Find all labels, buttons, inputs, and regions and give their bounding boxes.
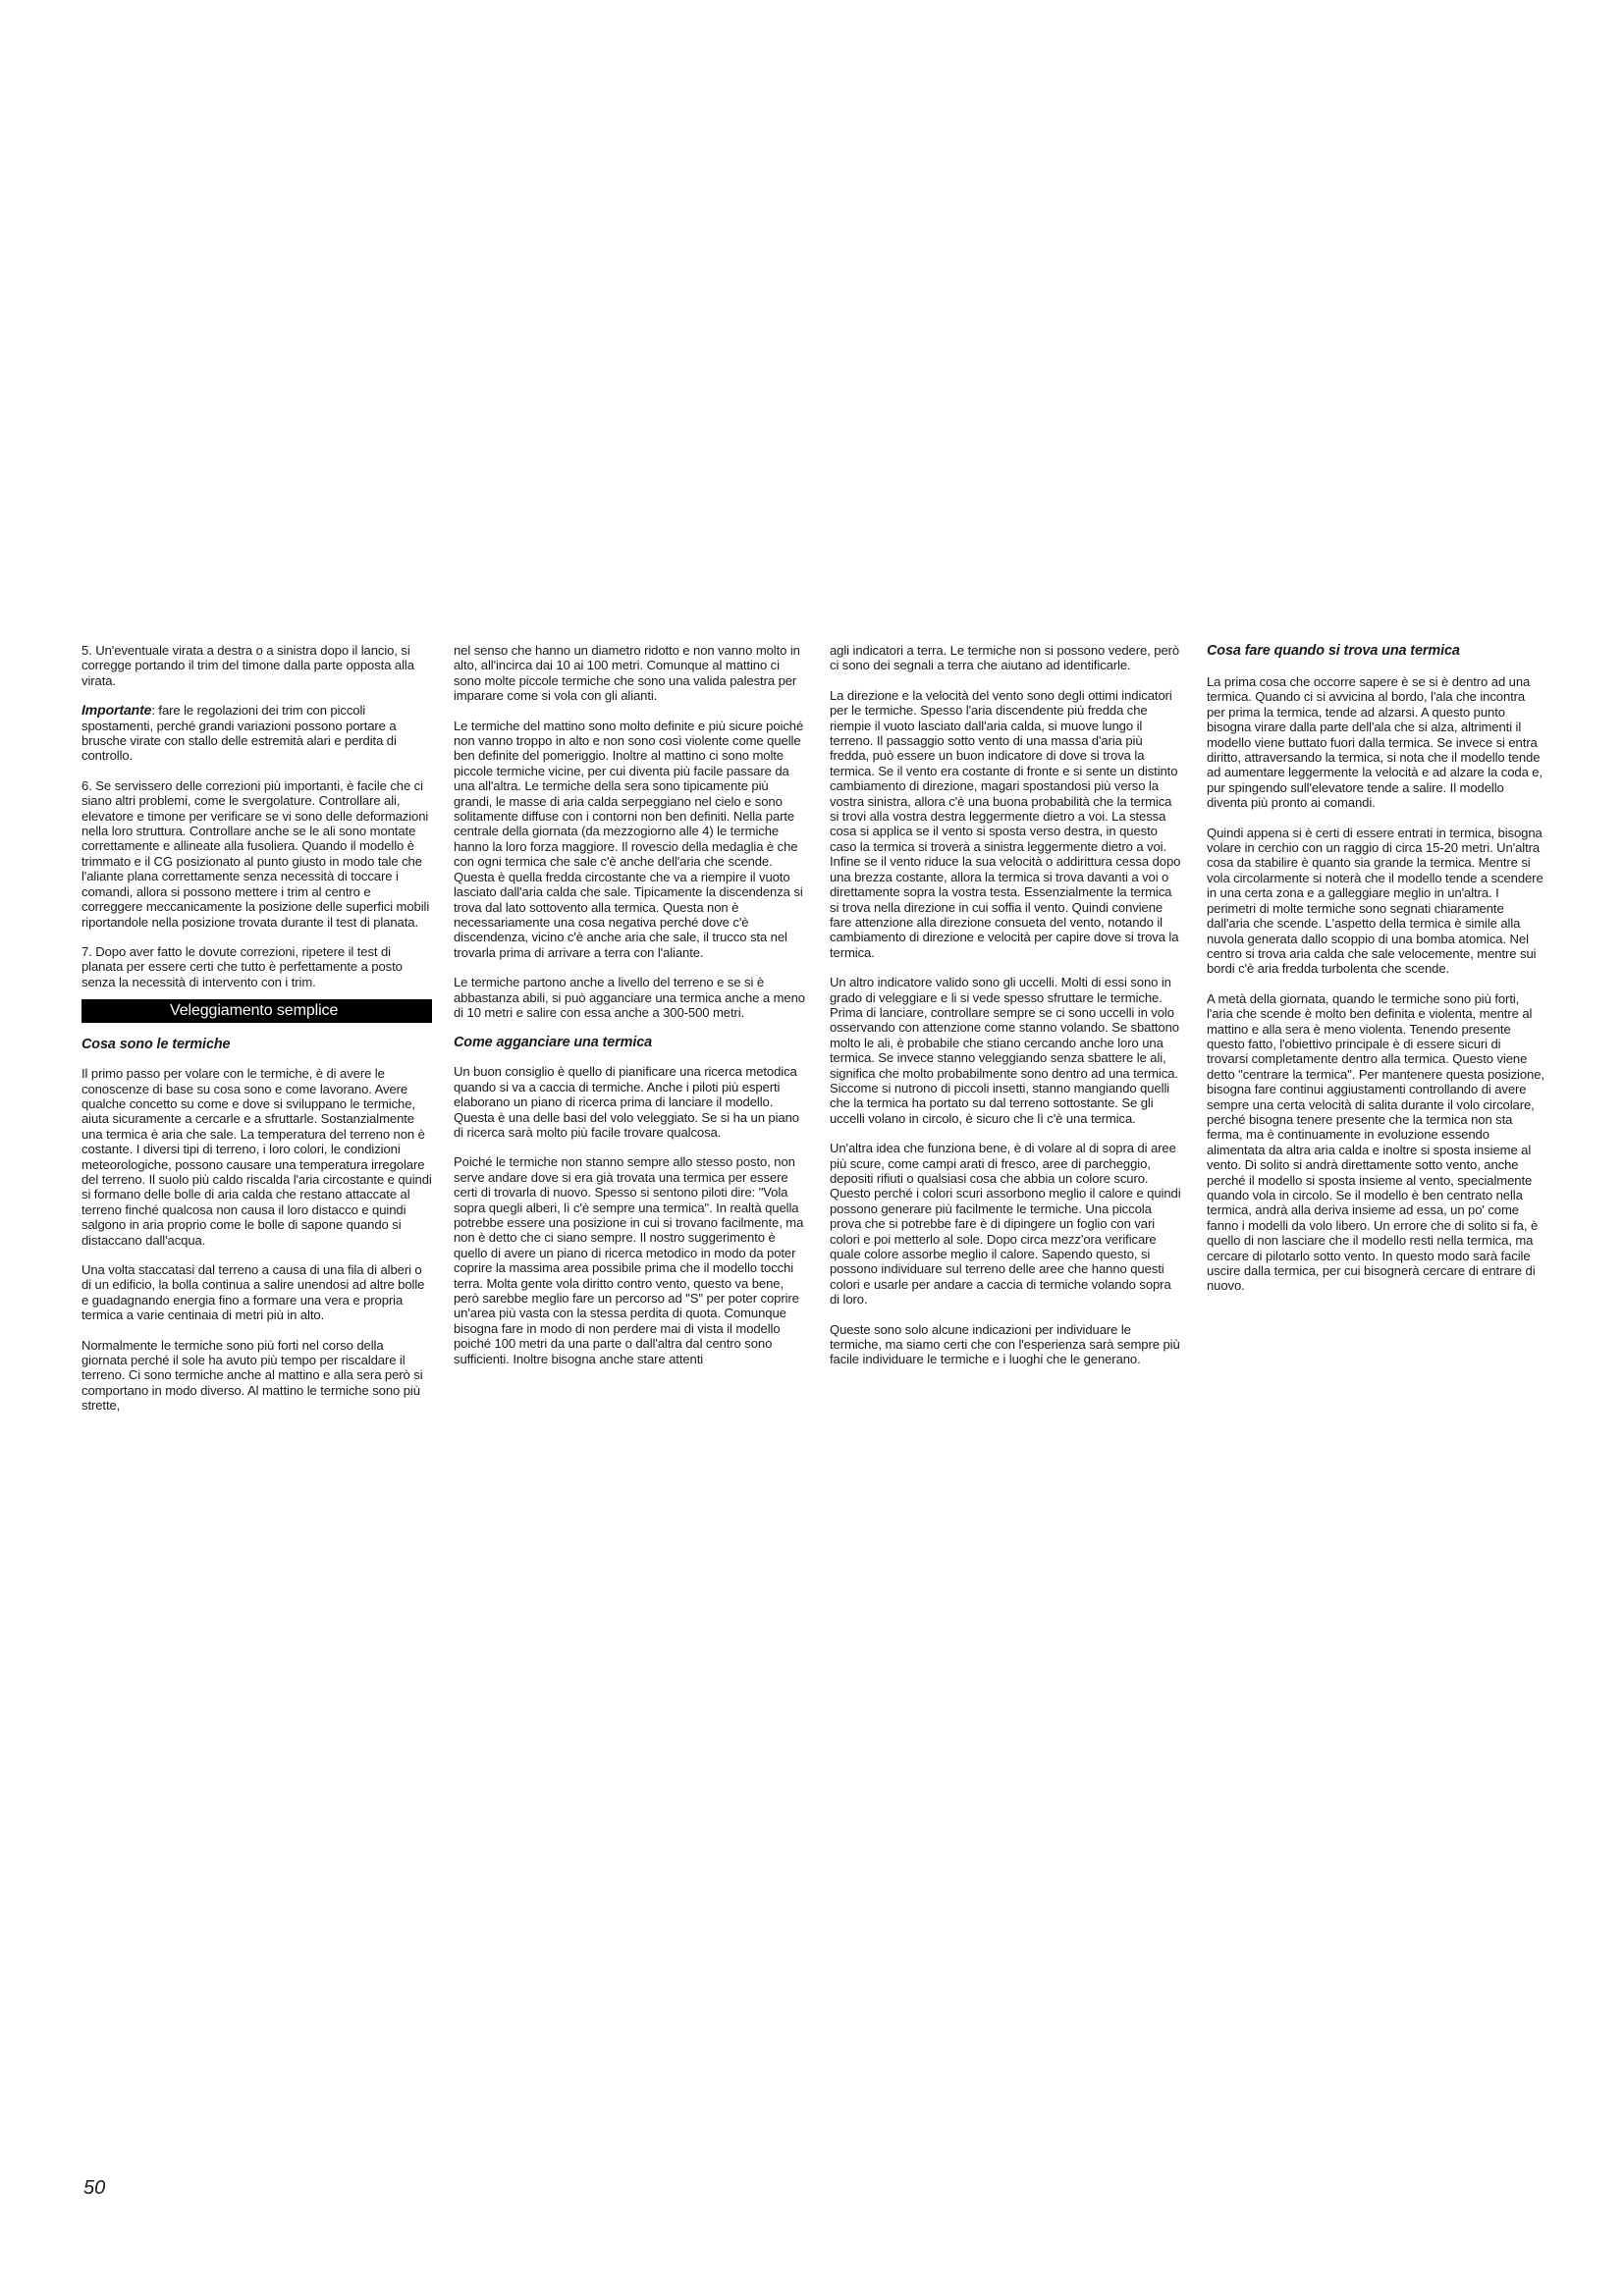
paragraph: Un'altra idea che funziona bene, è di volare al di sopra di aree più scure, come campi arati di fresco, aree di parcheggio, depositi rifiuti o qualsiasi cosa che abbia un colore scuro. Questo perché i colori scuri assorbono meglio il calore e quindi possono generare più facilmente le termiche. Una piccola prova che si potrebbe fare è di dipingere un foglio con vari colori e poi metterlo al sole. Dopo circa mezz'ora verificare quale colore assorbe meglio il calore. Sapendo questo, si possono individuare sul terreno delle aree che hanno questi colori e usarle per andare a caccia di termiche volando sopra di loro. bbox=[830, 1141, 1181, 1308]
paragraph: La prima cosa che occorre sapere è se si è dentro ad una termica. Quando ci si avvicina al bordo, l'ala che incontra per prima la termica, tende ad alzarsi. A questo punto bisogna virare dalla parte dell'ala che si alza, altrimenti il modello viene buttato fuori dalla termica. Se invece si entra diritto, attraversando la termica, si nota che il modello tende ad aumentare leggermente la velocità e ad alzare la coda e, pur spingendo sull'elevatore tende a salire. Il modello diventa più pronto ai comandi. bbox=[1207, 674, 1543, 811]
paragraph: Le termiche del mattino sono molto definite e più sicure poiché non vanno troppo in alto e non sono così violente come quelle ben definite del pomeriggio. Inoltre al mattino ci sono molte piccole termiche vicine, per cui diventa più facile passare da una all'altra. Le termiche della sera sono tipicamente più grandi, le masse di aria calda serpeggiano nel cielo e sono solitamente diffuse con i contorni non ben definiti. Nella parte centrale della giornata (da mezzogiorno alle 4) le termiche hanno la loro forza maggiore. Il rovescio della medaglia è che con ogni termica che sale c'è anche dell'aria che scende. Questa è quella fredda circostante che va a riempire il vuoto lasciato dall'aria calda che sale. Tipicamente la discendenza si trova dal lato sottovento alla termica. Questa non è necessariamente una cosa negativa perché dove c'è discendenza, vicino c'è anche aria che sale, il trucco sta nel trovarla prima di arrivare a terra con l'aliante. bbox=[454, 718, 804, 960]
column-1 bbox=[81, 643, 432, 1428]
paragraph: 5. Un'eventuale virata a destra o a sinistra dopo il lancio, si corregge portando il trim del timone dalla parte opposta alla virata. bbox=[81, 643, 414, 688]
paragraph: La direzione e la velocità del vento sono degli ottimi indicatori per le termiche. Spesso l'aria discendente più fredda che riempie il vuoto lasciato dall'aria calda, si muove lungo il terreno. Il passaggio sotto vento di una massa d'aria più fredda, può essere un buon indicatore di dove si trova la termica. Se il vento era costante di fronte e si sente un distinto cambiamento di direzione, magari spostandosi più verso la vostra sinistra, allora c'è una buona probabilità che la termica si trovi alla vostra destra leggermente dietro a voi. La stessa cosa si applica se il vento si sposta verso destra, in questo caso la termica si troverà a sinistra leggermente dietro a voi. Infine se il vento riduce la sua velocità o addirittura cessa dopo una brezza costante, allora la termica si trova davanti a voi o direttamente sopra la vostra testa. Essenzialmente la termica si trova nella direzione in cui soffia il vento. Quindi conviene fare attenzione alla direzione consueta del vento, notando il cambiamento di direzione e velocità per capire dove si trova la termica. bbox=[830, 687, 1181, 960]
paragraph: Normalmente le termiche sono più forti nel corso della giornata perché il sole ha avuto più tempo per riscaldare il terreno. Ci sono termiche anche al mattino e alla sera però si comportano in modo diverso. Al mattino le termiche sono più strette, bbox=[81, 1337, 423, 1414]
paragraph: Le termiche partono anche a livello del terreno e se si è abbastanza abili, si può agganciare una termica anche a meno di 10 metri e salire con essa anche a 300-500 metri. bbox=[454, 975, 805, 1020]
paragraph: Poiché le termiche non stanno sempre allo stesso posto, non serve andare dove si era già trovata una termica per essere certi di trovarla di nuovo. Spesso si sentono piloti dire: "Vola sopra quegli alberi, lì c'è sempre una termica". In realtà quella potrebbe essere una posizione in cui si trovano facilmente, ma non è detto che ci siano sempre. Il nostro suggerimento è quello di avere un piano di ricerca metodico in modo da poter coprire la massima area possibile prima che il modello tocchi terra. Molta gente vola diritto contro vento, questo va bene, però sarebbe meglio fare un percorso ad "S" per poter coprire un'area più vasta con la stessa perdita di quota. Comunque bisogna fare in modo di non perdere mai di vista il modello poiché 100 metri da una parte o dall'altra dal centro sono sufficienti. Inoltre bisogna anche stare attenti bbox=[454, 1154, 804, 1366]
paragraph: Un altro indicatore valido sono gli uccelli. Molti di essi sono in grado di veleggiare e li si vede spesso sfruttare le termiche. Prima di lanciare, controllare sempre se ci sono uccelli in volo osservando con attenzione come stanno volando. Se sbattono molto le ali, è probabile che stiano cercando anche loro una termica. Se invece stanno veleggiando senza sbattere le ali, significa che molto probabilmente sono dentro ad una termica. Siccome si nutrono di piccoli insetti, stanno mangiando quelli che la termica ha portato su dal terreno sottostante. Se gli uccelli volano in circolo, è sicuro che lì c'è una termica. bbox=[830, 975, 1179, 1126]
paragraph: Un buon consiglio è quello di pianificare una ricerca metodica quando si va a caccia di termiche. Anche i piloti più esperti elaborano un piano di ricerca prima di lanciare il modello. Questa è una delle basi del volo veleggiato. Se si ha un piano di ricerca sarà molto più facile trovare qualcosa. bbox=[454, 1064, 799, 1140]
paragraph: A metà della giornata, quando le termiche sono più forti, l'aria che scende è molto ben definita e violenta, mentre al mattino e alla sera è meno violenta. Tenendo presente questo fatto, l'obiettivo principale è di essere sicuri di trovarsi completamente dentro alla termica. Questo viene detto "centrare la termica". Per mantenere questa posizione, bisogna fare continui aggiustamenti controllando di avere sempre una certa velocità di salita durante il volo circolare, perché bisogna tenere presente che la termica non sta ferma, ma è continuamente in evoluzione essendo alimentata da altra aria calda e inoltre si sposta insieme al vento. Di solito si andrà direttamente sotto vento, anche perché il modello si sposta insieme al vento, specialmente quando vola in circolo. Se il modello è ben centrato nella termica, andrà alla deriva insieme ad essa, un po' come fanno i modelli da volo libero. Un errore che di solito si fa, è quello di non lasciare che il modello resti nella termica, ma cercare di pilotarlo sotto vento. In questo modo sarà facile uscire dalla termica, per cui bisognerà cercare di entrare di nuovo. bbox=[1207, 990, 1544, 1294]
paragraph: Una volta staccatasi dal terreno a causa di una fila di alberi o di un edificio, la bolla continua a salire unendosi ad altre bolle e guadagnando energia fino a formare una vera e propria termica a varie centinaia di metri più in alto. bbox=[81, 1262, 425, 1323]
paragraph: 7. Dopo aver fatto le dovute correzioni, ripetere il test di planata per essere certi che tutto è perfettamente a posto senza la necessità di intervento con i trim. bbox=[81, 943, 403, 989]
paragraph: Queste sono solo alcune indicazioni per individuare le termiche, ma siamo certi che con l'esperienza sarà sempre più facile individuare le termiche e i luoghi che le generano. bbox=[830, 1321, 1180, 1367]
section-heading: Cosa sono le termiche bbox=[81, 1037, 231, 1053]
column-2 bbox=[454, 643, 807, 1381]
section-heading: Come agganciare una termica bbox=[454, 1035, 653, 1051]
important-label: Importante bbox=[81, 702, 152, 719]
paragraph: 6. Se servissero delle correzioni più importanti, è facile che ci siano altri problemi, come le svergolature. Controllare ali, elevatore e timone per verificare se vi sono delle deformazioni nella loro struttura. Controllare anche se le ali sono montate correttamente e allineate alla fusoliera. Quando il modello è trimmato e il CG posizionato al punto giusto in modo tale che l'aliante plana correttamente senza necessità di toccare i comandi, allora si possono mettere i trim al centro e correggere meccanicamente la posizione delle superfici mobili riportandole nella posizione trovata durante il test di planata. bbox=[81, 777, 430, 930]
section-heading: Cosa fare quando si trova una termica bbox=[1207, 643, 1460, 659]
column-4 bbox=[1207, 643, 1545, 1308]
paragraph-text: : fare le regolazioni dei trim con piccoli spostamenti, perché grandi variazioni possono portare a brusche virate con stallo delle estremità alari e perdita di controllo. bbox=[81, 703, 397, 764]
paragraph bbox=[81, 703, 432, 764]
paragraph: Il primo passo per volare con le termiche, è di avere le conoscenze di base su cosa sono e come lavorano. Avere qualche concetto su come e dove si sviluppano le termiche, aiuta sicuramente a cercarle e a sfruttarle. Sostanzialmente una termica è aria che sale. La temperatura del terreno non è costante. I diversi tipi di terreno, i loro colori, le condizioni meteorologiche, possono causare una temperatura irregolare del terreno. Il suolo più caldo riscalda l'aria circostante e quindi si formano delle bolle di aria calda che restano attaccate al terreno finché qualcosa non causa il loro distacco e quindi salgono in aria proprio come le bolle di sapone quando si distaccano dall'acqua. bbox=[81, 1066, 432, 1248]
page-number: 50 bbox=[83, 2177, 106, 2199]
section-band: Veleggiamento semplice bbox=[81, 999, 432, 1023]
paragraph: agli indicatori a terra. Le termiche non si possono vedere, però ci sono dei segnali a terra che aiutano ad identificarle. bbox=[830, 643, 1180, 673]
paragraph: nel senso che hanno un diametro ridotto e non vanno molto in alto, all'incirca dai 10 ai 100 metri. Comunque al mattino ci sono molte piccole termiche che sono una valida palestra per imparare come si vola con gli alianti. bbox=[454, 643, 800, 704]
column-3 bbox=[830, 643, 1183, 1382]
paragraph: Quindi appena si è certi di essere entrati in termica, bisogna volare in cerchio con un raggio di circa 15-20 metri. Un'altra cosa da stabilire è quanto sia grande la termica. Mentre si vola circolarmente si noterà che il modello tende a scendere in una certa zona e a galleggiare meglio in un'altra. I perimetri di molte termiche sono segnati chiaramente dall'aria che scende. L'aspetto della termica è simile alla nuvola generata dallo scoppio di una bomba atomica. Nel centro si trova aria calda che sale velocemente, mentre sui bordi c'è aria fredda turbolenta che scende. bbox=[1207, 825, 1543, 977]
